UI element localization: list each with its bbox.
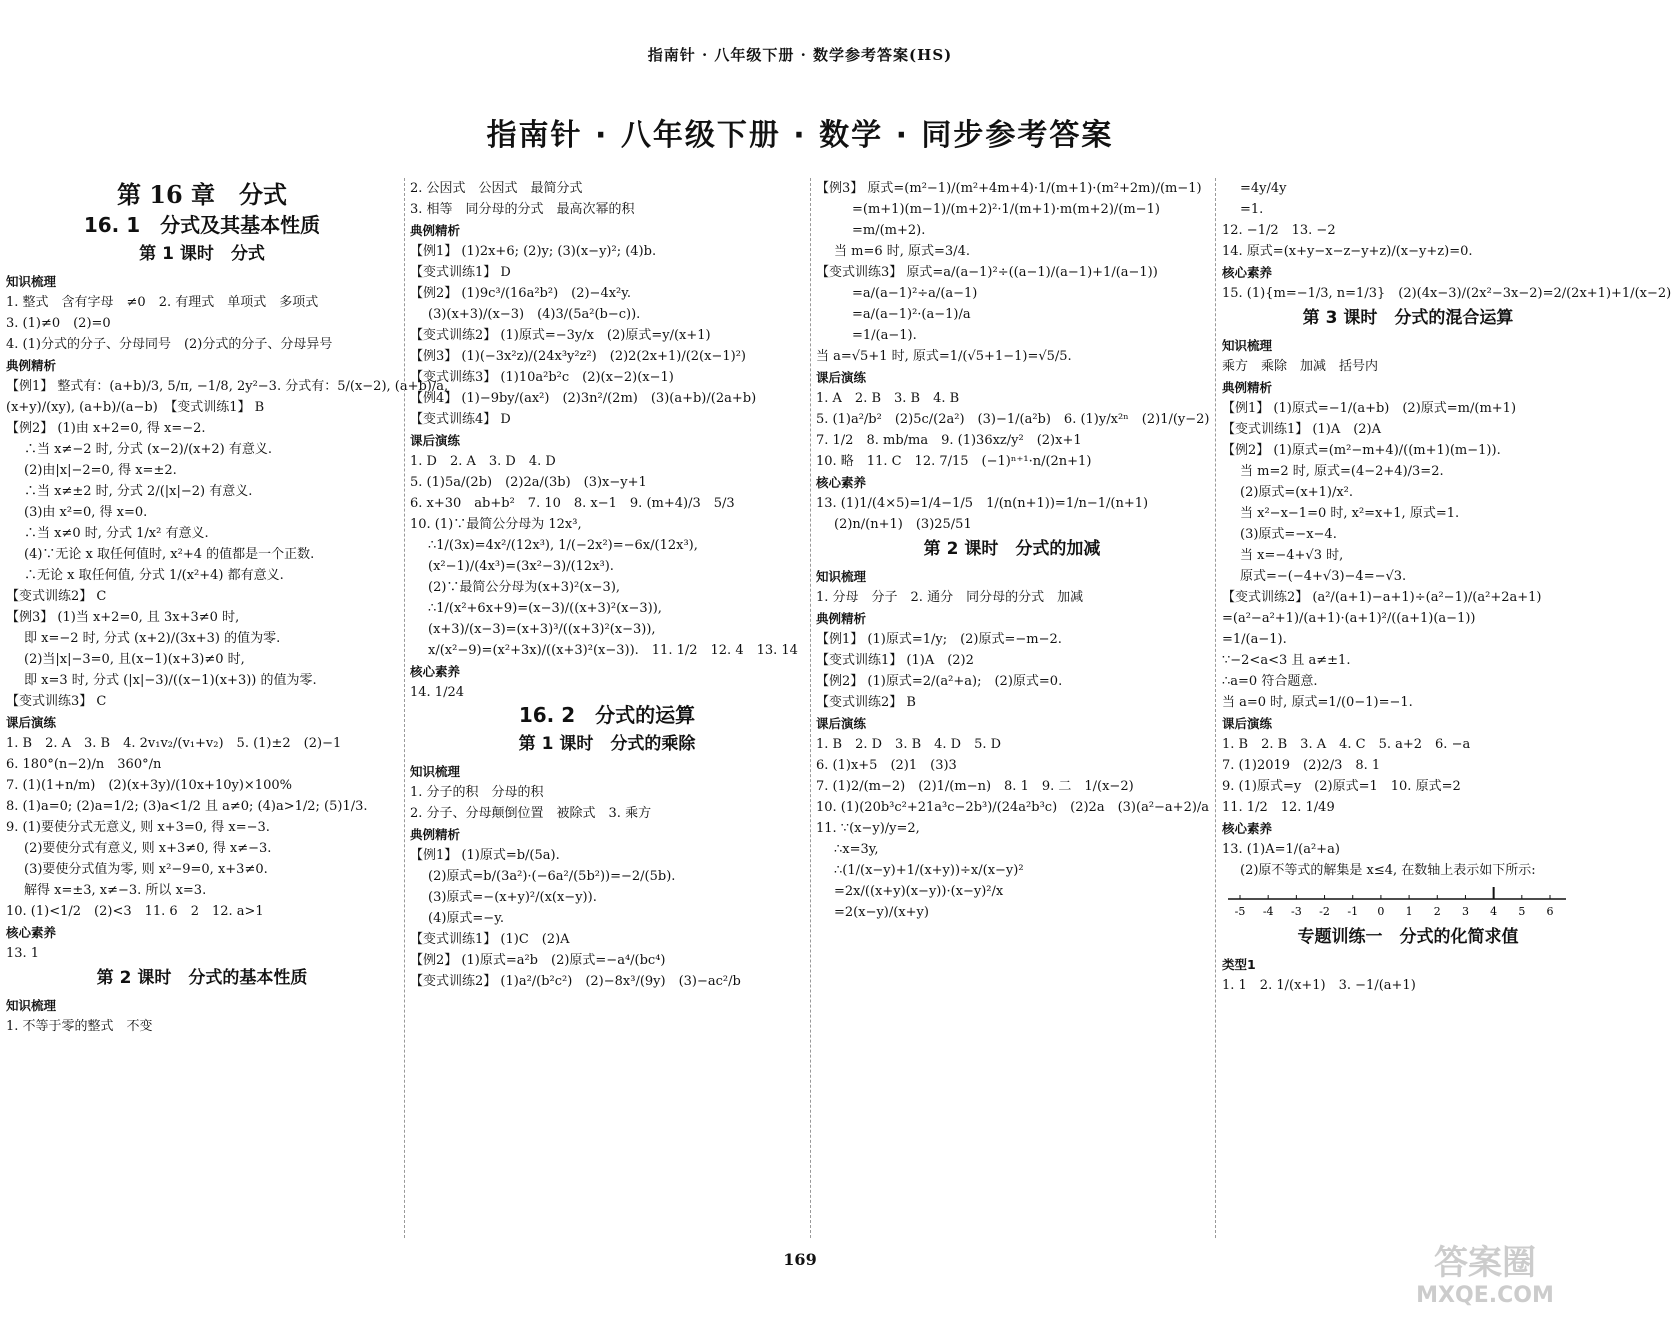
column-divider	[810, 178, 811, 1238]
answer-line: 【变式训练2】 C	[6, 589, 107, 604]
column-divider	[404, 178, 405, 1238]
watermark-url: MXQE.COM	[1416, 1283, 1554, 1308]
answer-line: 3. (1)≠0 (2)=0	[6, 316, 111, 331]
number-line-label: 4	[1490, 905, 1498, 918]
answer-line: 11. ∵(x−y)/y=2,	[816, 821, 920, 836]
number-line-label: -3	[1291, 905, 1302, 918]
answer-line: 6. 180°(n−2)/n 360°/n	[6, 757, 162, 772]
answer-line: 【变式训练2】 (a²/(a+1)−a+1)÷(a²−1)/(a²+2a+1)	[1222, 590, 1542, 605]
answer-line: 7. (1)2/(m−2) (2)1/(m−n) 8. 1 9. 二 1/(x−2)	[816, 779, 1134, 794]
answer-line: 6. (1)x+5 (2)1 (3)3	[816, 758, 957, 773]
subsection-label: 课后演练	[816, 370, 867, 385]
number-line-label: 3	[1461, 905, 1469, 918]
answer-line: 10. 略 11. C 12. 7/15 (−1)ⁿ⁺¹·n/(2n+1)	[816, 454, 1092, 469]
subsection-label: 知识梳理	[1222, 338, 1273, 353]
answer-line: 【例4】 (1)−9by/(ax²) (2)3n²/(2m) (3)(a+b)/(2a+b)	[410, 391, 757, 406]
answer-line: 7. 1/2 8. mb/ma 9. (1)36xz/y² (2)x+1	[816, 433, 1082, 448]
answer-line: 【例2】 (1)原式=a²b (2)原式=−a⁴/(bc⁴)	[410, 953, 666, 968]
subsection-label: 核心素养	[1222, 265, 1273, 280]
subsection-label: 知识梳理	[6, 998, 57, 1013]
answer-line: 5. (1)5a/(2b) (2)2a/(3b) (3)x−y+1	[410, 475, 647, 490]
answer-line: ∴无论 x 取任何值, 分式 1/(x²+4) 都有意义.	[24, 568, 284, 583]
lesson-heading: 第 3 课时 分式的混合运算	[1302, 308, 1514, 328]
answer-line: 【例2】 (1)9c³/(16a²b²) (2)−4x²y.	[410, 286, 632, 301]
subsection-label: 课后演练	[6, 715, 57, 730]
answer-line: 1. B 2. D 3. B 4. D 5. D	[816, 737, 1002, 752]
subsection-label: 知识梳理	[6, 274, 57, 289]
answer-line: 6. x+30 ab+b² 7. 10 8. x−1 9. (m+4)/3 5/3	[410, 496, 735, 511]
number-line-label: -4	[1262, 905, 1274, 918]
answer-line: 原式=−(−4+√3)−4=−√3.	[1240, 569, 1407, 584]
subsection-label: 典例精析	[816, 611, 867, 626]
lesson-heading: 第 1 课时 分式	[139, 244, 265, 264]
answer-line: 1. B 2. B 3. A 4. C 5. a+2 6. −a	[1222, 737, 1471, 752]
column-4	[1222, 178, 1671, 1238]
answer-line: 1. 1 2. 1/(x+1) 3. −1/(a+1)	[1222, 978, 1416, 993]
answer-line: (3)由 x²=0, 得 x=0.	[24, 505, 148, 520]
watermark-title: 答案圈	[1434, 1243, 1536, 1283]
answer-line: (2)原式=(x+1)/x².	[1240, 485, 1354, 500]
answer-line: 14. 1/24	[410, 685, 464, 700]
answer-line: ∴x=3y,	[834, 842, 879, 857]
answer-line: 【变式训练3】 C	[6, 694, 107, 709]
answer-line: (x+3)/(x−3)=(x+3)³/((x+3)²(x−3)),	[428, 622, 656, 637]
number-line-label: 2	[1433, 905, 1441, 918]
answer-line: 【例3】 (1)(−3x²z)/(24x³y²z²) (2)2(2x+1)/(2(x−1)²)	[410, 349, 746, 364]
answer-line: 1. 分子的积 分母的积	[410, 785, 544, 800]
answer-line: 【变式训练1】 (1)C (2)A	[410, 932, 570, 947]
answer-line: 【变式训练1】 D	[410, 265, 511, 280]
answer-line: 【例1】 整式有：(a+b)/3, 5/π, −1/8, 2y²−3. 分式有：5/(x−2), (a+b)/a,	[6, 379, 449, 394]
subsection-label: 课后演练	[1222, 716, 1273, 731]
answer-line: 【变式训练4】 D	[410, 412, 511, 427]
answer-line: 【变式训练1】 (1)A (2)2	[816, 653, 974, 668]
watermark-logo	[1380, 1238, 1590, 1308]
subsection-label: 类型1	[1222, 957, 1256, 972]
answer-line: =(a²−a²+1)/(a+1)·(a+1)²/((a+1)(a−1))	[1222, 611, 1476, 626]
answer-line: 1. B 2. A 3. B 4. 2v₁v₂/(v₁+v₂) 5. (1)±2 (2)−1	[6, 736, 342, 751]
subsection-label: 核心素养	[6, 925, 57, 940]
answer-line: 当 x=−4+√3 时,	[1240, 548, 1344, 563]
lesson-heading: 专题训练一 分式的化简求值	[1297, 927, 1519, 947]
running-head: 指南针 · 八年级下册 · 数学参考答案(HS)	[647, 46, 953, 64]
answer-line: 7. (1)2019 (2)2/3 8. 1	[1222, 758, 1381, 773]
answer-line: =1.	[1240, 202, 1264, 217]
answer-line: 15. (1){m=−1/3, n=1/3} (2)(4x−3)/(2x²−3x−2)=2/(2x+1)+1/(x−2)	[1222, 286, 1671, 301]
answer-line: =1/(a−1).	[1222, 632, 1287, 647]
answer-line: (4)原式=−y.	[428, 911, 504, 926]
answer-line: ∴1/(x²+6x+9)=(x−3)/((x+3)²(x−3)),	[428, 601, 662, 616]
answer-line: 11. 1/2 12. 1/49	[1222, 800, 1335, 815]
answer-line: ∴当 x≠0 时, 分式 1/x² 有意义.	[24, 526, 209, 541]
subsection-label: 核心素养	[1222, 821, 1273, 836]
number-line-label: -1	[1347, 905, 1359, 918]
answer-line: =2x/((x+y)(x−y))·(x−y)²/x	[834, 884, 1004, 899]
section-heading: 16. 1 分式及其基本性质	[83, 213, 321, 237]
number-line-label: 1	[1405, 905, 1413, 918]
answer-line: 9. (1)原式=y (2)原式=1 10. 原式=2	[1222, 779, 1461, 794]
answer-line: 5. (1)a²/b² (2)5c/(2a²) (3)−1/(a²b) 6. (1)y/x²ⁿ (2)1/(y−2)	[816, 412, 1210, 427]
subsection-label: 课后演练	[410, 433, 461, 448]
number-line	[1222, 887, 1594, 921]
chapter-heading: 第 16 章 分式	[116, 180, 288, 209]
answer-line: 乘方 乘除 加减 括号内	[1222, 359, 1379, 374]
answer-line: (2)要使分式有意义, 则 x+3≠0, 得 x≠−3.	[24, 841, 272, 856]
answer-line: ∵−2<a<3 且 a≠±1.	[1222, 653, 1351, 668]
subsection-label: 典例精析	[6, 358, 57, 373]
answer-line: 【变式训练3】 (1)10a²b²c (2)(x−2)(x−1)	[410, 370, 674, 385]
answer-line: (2)由|x|−2=0, 得 x=±2.	[24, 463, 177, 478]
answer-line: 1. 整式 含有字母 ≠0 2. 有理式 单项式 多项式	[6, 295, 319, 310]
answer-line: ∴1/(3x)=4x²/(12x³), 1/(−2x²)=−6x/(12x³),	[428, 538, 698, 553]
answer-line: =a/(a−1)²·(a−1)/a	[852, 307, 971, 322]
answer-line: 13. (1)A=1/(a²+a)	[1222, 842, 1340, 857]
answer-line: 9. (1)要使分式无意义, 则 x+3=0, 得 x=−3.	[6, 820, 270, 835]
column-3	[816, 178, 1208, 1238]
answer-line: 【变式训练2】 (1)原式=−3y/x (2)原式=y/(x+1)	[410, 328, 711, 343]
number-line-label: 0	[1377, 905, 1385, 918]
number-line-label: 5	[1518, 905, 1526, 918]
answer-line: 10. (1)(20b³c²+21a³c−2b³)/(24a²b³c) (2)2a (3)(a²−a+2)/a	[816, 800, 1210, 815]
subsection-label: 知识梳理	[816, 569, 867, 584]
answer-line: 【例3】 原式=(m²−1)/(m²+4m+4)·1/(m+1)·(m²+2m)/(m−1)	[816, 181, 1202, 196]
answer-line: 【例3】 (1)当 x+2=0, 且 3x+3≠0 时,	[6, 610, 240, 625]
answer-line: 10. (1)∵最简公分母为 12x³,	[410, 517, 582, 532]
subsection-label: 课后演练	[816, 716, 867, 731]
subsection-label: 核心素养	[410, 664, 461, 679]
answer-line: (3)要使分式值为零, 则 x²−9=0, x+3≠0.	[24, 862, 268, 877]
answer-line: (x²−1)/(4x³)=(3x²−3)/(12x³).	[428, 559, 614, 574]
answer-line: 当 m=2 时, 原式=(4−2+4)/3=2.	[1240, 464, 1444, 479]
answer-line: 【例1】 (1)原式=−1/(a+b) (2)原式=m/(m+1)	[1222, 401, 1517, 416]
answer-line: 【变式训练2】 B	[816, 695, 916, 710]
answer-line: 4. (1)分式的分子、分母同号 (2)分式的分子、分母异号	[6, 337, 333, 352]
number-line-label: -5	[1234, 905, 1246, 918]
answer-line: 【变式训练2】 (1)a²/(b²c²) (2)−8x³/(9y) (3)−ac²/b	[410, 974, 741, 989]
page-number: 169	[783, 1250, 817, 1269]
answer-line: 当 x²−x−1=0 时, x²=x+1, 原式=1.	[1240, 506, 1460, 521]
answer-line: 即 x=−2 时, 分式 (x+2)/(3x+3) 的值为零.	[24, 631, 281, 646]
answer-line: =2(x−y)/(x+y)	[834, 905, 929, 920]
number-line-label: 6	[1546, 905, 1554, 918]
answer-line: (3)原式=−(x+y)²/(x(x−y)).	[428, 890, 597, 905]
column-2	[410, 178, 804, 1238]
answer-line: 1. D 2. A 3. D 4. D	[410, 454, 556, 469]
answer-line: =(m+1)(m−1)/(m+2)²·1/(m+1)·m(m+2)/(m−1)	[852, 202, 1160, 217]
answer-line: 13. (1)1/(4×5)=1/4−1/5 1/(n(n+1))=1/n−1/(n+1)	[816, 496, 1149, 511]
answer-line: ∴a=0 符合题意.	[1222, 674, 1318, 689]
answer-line: 8. (1)a=0; (2)a=1/2; (3)a<1/2 且 a≠0; (4)a>1/2; (5)1/3.	[6, 799, 368, 814]
lesson-heading: 第 2 课时 分式的基本性质	[96, 968, 308, 988]
answer-line: (2)原式=b/(3a²)·(−6a²/(5b²))=−2/(5b).	[428, 869, 676, 884]
answer-line: 1. 不等于零的整式 不变	[6, 1019, 153, 1034]
answer-line: 【变式训练1】 (1)A (2)A	[1222, 422, 1382, 437]
answer-line: ∴(1/(x−y)+1/(x+y))÷x/(x−y)²	[834, 863, 1024, 878]
answer-line: (2)n/(n+1) (3)25/51	[834, 517, 972, 532]
answer-line: 14. 原式=(x+y−x−z−y+z)/(x−y+z)=0.	[1222, 244, 1473, 259]
lesson-heading: 第 1 课时 分式的乘除	[518, 734, 696, 754]
column-divider	[1215, 178, 1216, 1238]
answer-line: ∴当 x≠±2 时, 分式 2/(|x|−2) 有意义.	[24, 484, 253, 499]
answer-line: =1/(a−1).	[852, 328, 917, 343]
answer-line: 【例2】 (1)原式=(m²−m+4)/((m+1)(m−1)).	[1222, 443, 1501, 458]
answer-line: 解得 x=±3, x≠−3. 所以 x=3.	[24, 883, 207, 898]
section-heading: 16. 2 分式的运算	[518, 703, 696, 727]
answer-line: ∴当 x≠−2 时, 分式 (x−2)/(x+2) 有意义.	[24, 442, 272, 457]
answer-line: 【例1】 (1)原式=b/(5a).	[410, 848, 560, 863]
answer-line: (4)∵无论 x 取任何值时, x²+4 的值都是一个正数.	[24, 547, 315, 562]
subsection-label: 知识梳理	[410, 764, 461, 779]
answer-line: 7. (1)(1+n/m) (2)(x+3y)/(10x+10y)×100%	[6, 778, 292, 793]
lesson-heading: 第 2 课时 分式的加减	[923, 539, 1101, 559]
answer-line: 当 a=0 时, 原式=1/(0−1)=−1.	[1222, 695, 1413, 710]
answer-line: 【例1】 (1)2x+6; (2)y; (3)(x−y)²; (4)b.	[410, 244, 657, 259]
number-line-label: -2	[1319, 905, 1330, 918]
answer-line: 【变式训练3】 原式=a/(a−1)²÷((a−1)/(a−1)+1/(a−1))	[816, 265, 1158, 280]
subsection-label: 典例精析	[1222, 380, 1273, 395]
answer-line: 12. −1/2 13. −2	[1222, 223, 1336, 238]
answer-line: (2)∵最简公分母为(x+3)²(x−3),	[428, 580, 621, 595]
answer-line: =m/(m+2).	[852, 223, 926, 238]
answer-line: 【例2】 (1)原式=2/(a²+a); (2)原式=0.	[816, 674, 1063, 689]
answer-line: 即 x=3 时, 分式 (|x|−3)/((x−1)(x+3)) 的值为零.	[24, 673, 317, 688]
answer-line: (3)原式=−x−4.	[1240, 527, 1337, 542]
subsection-label: 典例精析	[410, 223, 461, 238]
answer-line: 当 a=√5+1 时, 原式=1/(√5+1−1)=√5/5.	[816, 349, 1072, 364]
answer-line: 【例2】 (1)由 x+2=0, 得 x=−2.	[6, 421, 206, 436]
answer-line: =a/(a−1)²÷a/(a−1)	[852, 286, 978, 301]
answer-line: x/(x²−9)=(x²+3x)/((x+3)²(x−3)). 11. 1/2 12. 4 13. 14	[428, 643, 798, 658]
answer-line: 13. 1	[6, 946, 40, 961]
answer-line: 10. (1)<1/2 (2)<3 11. 6 2 12. a>1	[6, 904, 264, 919]
answer-line: 【例1】 (1)原式=1/y; (2)原式=−m−2.	[816, 632, 1062, 647]
subsection-label: 典例精析	[410, 827, 461, 842]
answer-line: 2. 公因式 公因式 最简分式	[410, 181, 583, 196]
answer-line: 1. A 2. B 3. B 4. B	[816, 391, 960, 406]
subsection-label: 核心素养	[816, 475, 867, 490]
answer-line: =4y/4y	[1240, 181, 1287, 196]
answer-line: (x+y)/(xy), (a+b)/(a−b) 【变式训练1】 B	[6, 400, 265, 415]
answer-line: 2. 分子、分母颠倒位置 被除式 3. 乘方	[410, 806, 652, 821]
answer-line: 1. 分母 分子 2. 通分 同分母的分式 加减	[816, 590, 1084, 605]
answer-line: 3. 相等 同分母的分式 最高次幂的积	[410, 202, 635, 217]
answer-line: (3)(x+3)/(x−3) (4)3/(5a²(b−c)).	[428, 307, 641, 322]
answer-line: (2)当|x|−3=0, 且(x−1)(x+3)≠0 时,	[24, 652, 245, 667]
answer-line: 当 m=6 时, 原式=3/4.	[834, 244, 970, 259]
page-title: 指南针 · 八年级下册 · 数学 · 同步参考答案	[486, 118, 1114, 153]
answer-line: (2)原不等式的解集是 x≤4, 在数轴上表示如下所示:	[1240, 863, 1536, 878]
